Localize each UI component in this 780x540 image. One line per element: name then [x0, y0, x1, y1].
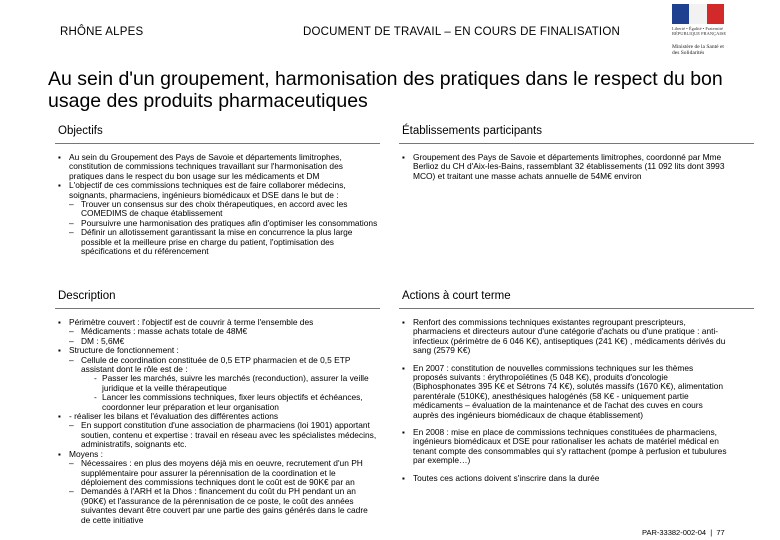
page-footer: [642, 528, 725, 537]
objectifs-divider: [55, 143, 380, 144]
sub-item: - Passer les marchés, suivre les marchés (reconduction), assurer la veille juridique et la veille thérapeutique: [58, 374, 378, 393]
description-divider: [55, 308, 380, 309]
footer-separator: |: [708, 528, 715, 537]
description-list: [58, 318, 378, 525]
region-label: RHÔNE ALPES: [60, 26, 144, 38]
sub-item: – DM : 5,6M€: [58, 337, 378, 346]
bullet-item: ▪ Renfort des commissions techniques existantes regroupant prescripteurs, pharmaciens et directeurs autour d'une catégorie d'achats ou d'une pratique : anti-infectieux (périmètre de 6 046 K€), antiseptiques (241 K€) , médicaments dérivés du sang (2579 K€): [402, 318, 727, 356]
bullet-item: ▪ L'objectif de ces commissions techniques est de faire collaborer médecins, soignants, pharmaciens, ingénieurs biomédicaux et DSE dans le but de :: [58, 181, 378, 200]
page-number: 77: [716, 528, 725, 537]
sub-item: - Lancer les commissions techniques, fixer leurs objectifs et échéances, coordonner leur préparation et leur organisation: [58, 393, 378, 412]
etablissements-divider: [399, 143, 754, 144]
objectifs-heading: Objectifs: [58, 125, 103, 137]
objectifs-list: [58, 153, 378, 256]
document-reference: PAR-33382-002-04: [642, 528, 707, 537]
bullet-item: ▪ Au sein du Groupement des Pays de Savoie et départements limitrophes, constitution de commissions techniques travaillant sur l'harmonisation des pratiques dans le respect du bon usage sur les médicaments et DM: [58, 153, 378, 181]
sub-item: – Nécessaires : en plus des moyens déjà mis en oeuvre, recrutement d'un PH supplémentaire pour assurer la pérennisation de la coordination et le déploiement des commissions techniques dont le coût est de 90K€ par an: [58, 459, 378, 487]
etablissements-list: [402, 153, 732, 181]
sub-item: – Définir un allotissement garantissant la mise en concurrence la plus large possible et la meilleure prise en charge du patient, l'optimisation des spécifications et du référencement: [58, 228, 378, 256]
ministry-logo: [668, 4, 728, 60]
page-title: Au sein d'un groupement, harmonisation des pratiques dans le respect du bon usage des produits pharmaceutiques: [48, 68, 723, 112]
page-header: [0, 0, 780, 62]
flag-icon: [672, 4, 724, 24]
logo-ministry: Ministère de la Santé et des Solidarités: [672, 44, 724, 56]
actions-heading: Actions à court terme: [402, 290, 511, 302]
sub-item: – Cellule de coordination constituée de 0,5 ETP pharmacien et de 0,5 ETP assistant dont le rôle est de :: [58, 356, 378, 375]
bullet-item: ▪ Périmètre couvert : l'objectif est de couvrir à terme l'ensemble des: [58, 318, 378, 327]
actions-list: [402, 318, 727, 483]
bullet-item: ▪ En 2008 : mise en place de commissions techniques constituées de pharmaciens, ingénieurs biomédicaux et DSE pour rationaliser les achats de matériel médical en tenant compte des consommables qui s'y rattachent (pompe à perfusion et tubulures par exemple…): [402, 428, 727, 466]
bullet-item: ▪ Structure de fonctionnement :: [58, 346, 378, 355]
sub-item: – Trouver un consensus sur des choix thérapeutiques, en accord avec les COMEDIMS de chaque établissement: [58, 200, 378, 219]
sub-item: – Poursuivre une harmonisation des pratiques afin d'optimiser les consommations: [58, 219, 378, 228]
etablissements-heading: Établissements participants: [402, 125, 542, 137]
description-heading: Description: [58, 290, 116, 302]
sub-item: – Médicaments : masse achats totale de 48M€: [58, 327, 378, 336]
bullet-item: ▪ En 2007 : constitution de nouvelles commissions techniques sur les thèmes proposés suivants : érythropoïétines (5 048 K€), produits d'oncologie (Biphosphonates 395 K€ et Sétrons 74 K€), solutés massifs (1670 K€), alimentation parentérale (510K€), anesthésiques halogénés (58 K€ - uniquement partie médicaments – évaluation de la maintenance et de l'achat des cuves en cours auprès des ingénieurs biomédicaux de chaque établissement): [402, 364, 727, 420]
bullet-item: ▪ Toutes ces actions doivent s'inscrire dans la durée: [402, 474, 727, 483]
bullet-item: ▪ Groupement des Pays de Savoie et départements limitrophes, coordonné par Mme Berlioz du CH d'Aix-les-Bains, rassemblant 32 établissements (11 092 lits dont 3993 MCO) et traitant une masse achats annuelle de 54M€ environ: [402, 153, 732, 181]
actions-divider: [399, 308, 754, 309]
bullet-item: ▪ Moyens :: [58, 450, 378, 459]
logo-motto: Liberté • Égalité • Fraternité RÉPUBLIQUE FRANÇAISE: [672, 26, 727, 36]
bullet-item: ▪ - réaliser les bilans et l'évaluation des différentes actions: [58, 412, 378, 421]
sub-item: – En support constitution d'une association de pharmaciens (loi 1901) apportant soutien, contenu et expertise : travail en réseau avec les spécialistes médecins, administratifs, soignants etc.: [58, 421, 378, 449]
sub-item: – Demandés à l'ARH et la Dhos : financement du coût du PH pendant un an (90K€) et l'assurance de la pérennisation de ce poste, le coût des années suivantes devant être couvert par une partie des gains générés dans le cadre de cette initiative: [58, 487, 378, 525]
document-status: DOCUMENT DE TRAVAIL – EN COURS DE FINALISATION: [303, 26, 620, 38]
